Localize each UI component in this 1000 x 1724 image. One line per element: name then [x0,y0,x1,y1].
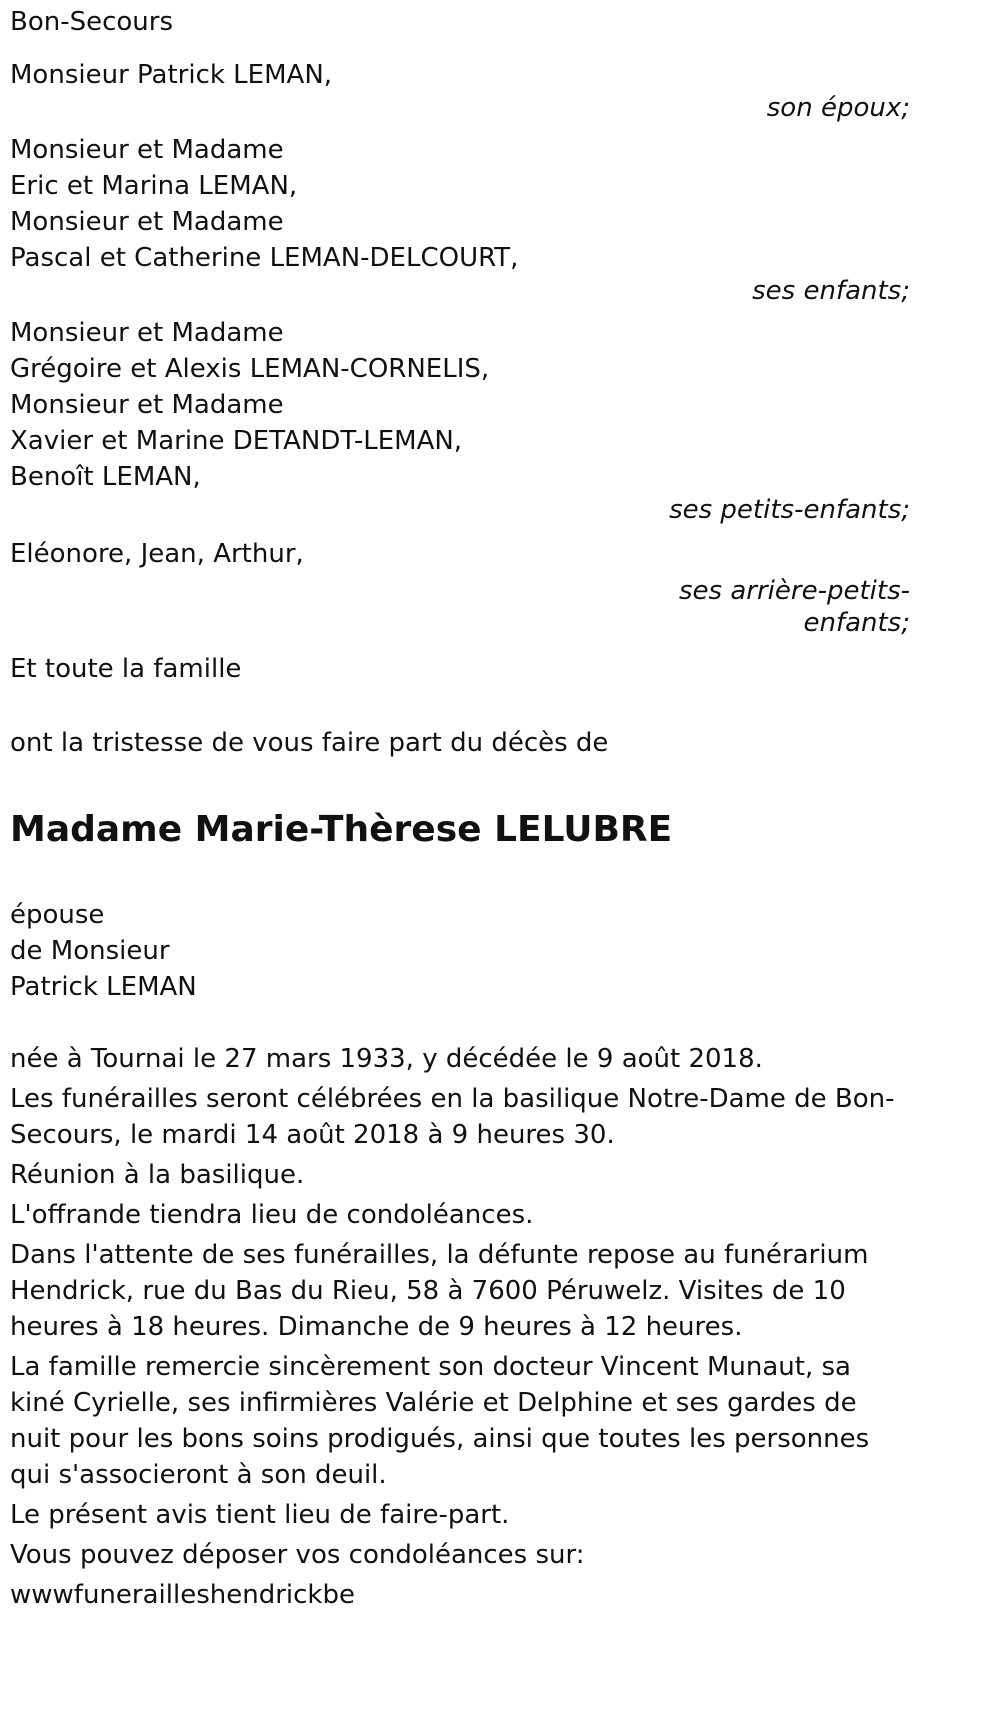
family-group-great-grandchildren [10,534,920,643]
family-name-line: Grégoire et Alexis LEMAN-CORNELIS, [10,354,490,384]
family-role: ses enfants; [752,276,910,306]
spouse-info [10,897,920,1005]
deceased-name: Madame Marie-Thèrese LELUBRE [10,809,673,850]
offering-info: L'offrande tiendra lieu de condoléances. [10,1200,534,1230]
family-role: son époux; [766,93,910,123]
spouse-line: épouse [10,900,105,930]
spouse-line: de Monsieur [10,936,170,966]
family-group-spouse [10,55,920,128]
details [10,1041,920,1613]
family-role: ses petits-enfants; [669,495,910,525]
family-name-line: Xavier et Marine DETANDT-LEMAN, [10,426,463,456]
funeral-info: Les funérailles seront célébrées en la basilique Notre-Dame de Bon-Secours, le mardi 14 août 2018 à 9 heures 30. [10,1084,895,1150]
family-name-line: Monsieur et Madame [10,207,284,237]
spouse-line: Patrick LEMAN [10,972,197,1002]
family-role: enfants; [803,608,910,638]
notice-info: Le présent avis tient lieu de faire-part. [10,1500,510,1530]
announcement: ont la tristesse de vous faire part du décès de [10,728,609,758]
family-name-line: Monsieur Patrick LEMAN, [10,60,333,90]
family-all: Et toute la famille [10,654,242,684]
family-name-line: Monsieur et Madame [10,135,284,165]
birth-death-dates: née à Tournai le 27 mars 1933, y décédée le 9 août 2018. [10,1044,763,1074]
website-link[interactable]: wwwfunerailleshendrickbe [10,1580,355,1610]
family-name-line: Monsieur et Madame [10,318,284,348]
funerarium-info: Dans l'attente de ses funérailles, la défunte repose au funérarium Hendrick, rue du Bas du Rieu, 58 à 7600 Péruwelz. Visites de 10 heures à 18 heures. Dimanche de 9 heures à 12 heures. [10,1240,869,1342]
header-place: Bon-Secours [10,7,174,37]
meeting-info: Réunion à la basilique. [10,1160,305,1190]
family-name-line: Monsieur et Madame [10,390,284,420]
family-name-line: Eléonore, Jean, Arthur, [10,539,304,569]
family-group-children [10,132,920,311]
obituary-notice [0,2,920,1613]
thanks-info: La famille remercie sincèrement son docteur Vincent Munaut, sa kiné Cyrielle, ses infirmières Valérie et Delphine et ses gardes de nuit pour les bons soins prodigués, ainsi que toutes les personnes qui s'associeront à son deuil. [10,1352,870,1490]
condolences-info: Vous pouvez déposer vos condoléances sur: [10,1540,585,1570]
family-role: ses arrière-petits- [679,576,910,606]
family-name-line: Pascal et Catherine LEMAN-DELCOURT, [10,243,519,273]
family-group-grandchildren [10,315,920,530]
family-name-line: Eric et Marina LEMAN, [10,171,298,201]
family-name-line: Benoît LEMAN, [10,462,201,492]
